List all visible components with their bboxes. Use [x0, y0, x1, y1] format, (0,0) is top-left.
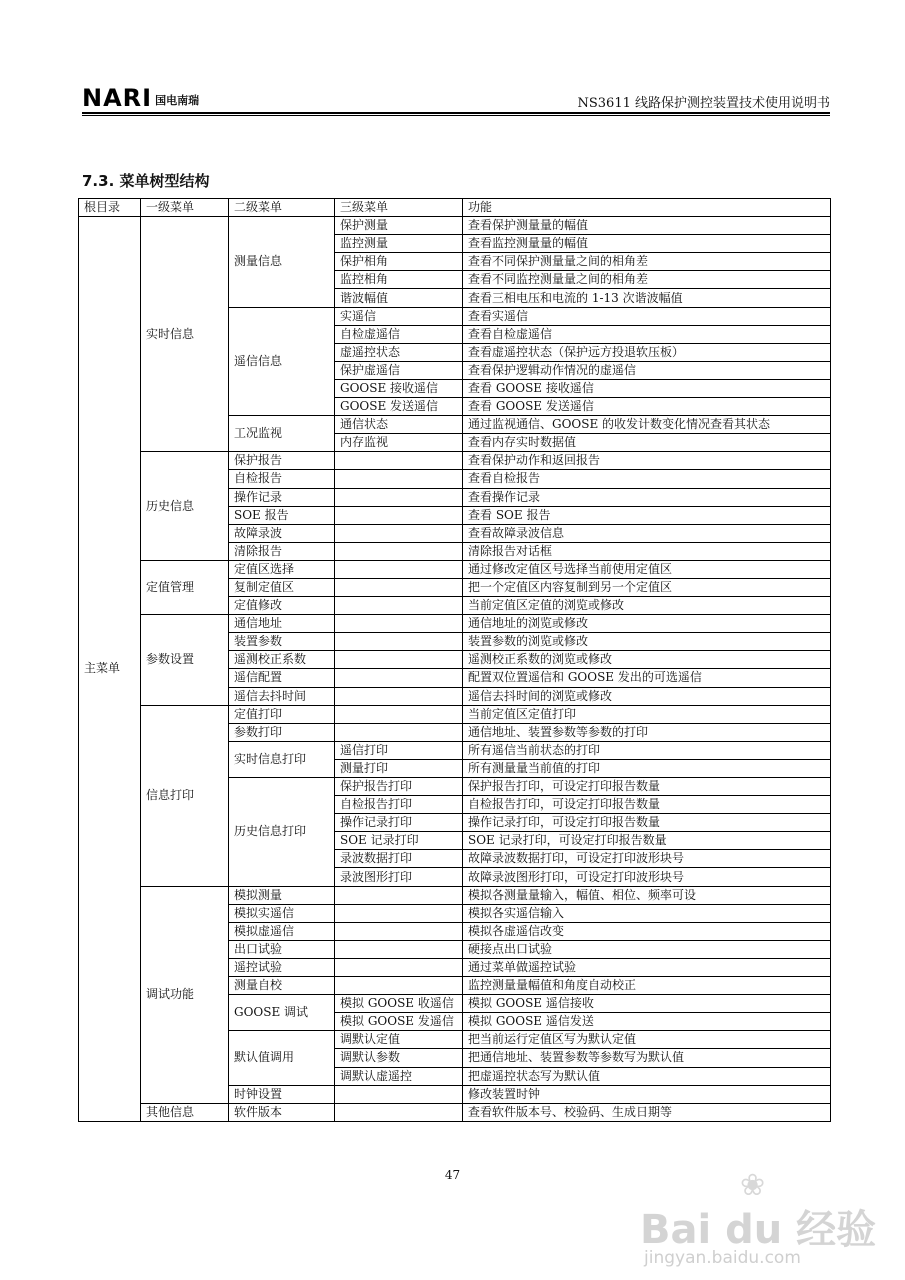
- level2-menu-cell: 测量信息: [229, 217, 335, 307]
- table-row: [79, 452, 831, 470]
- function-cell: 查看内存实时数据值: [463, 434, 831, 452]
- level2-menu-cell: 历史信息打印: [229, 778, 335, 887]
- level3-menu-cell: [335, 488, 463, 506]
- level1-menu-cell: 参数设置: [141, 615, 229, 705]
- function-cell: 查看 GOOSE 接收遥信: [463, 379, 831, 397]
- root-menu-cell: 主菜单: [79, 217, 141, 1122]
- level3-menu-cell: [335, 904, 463, 922]
- level2-menu-cell: 遥控试验: [229, 958, 335, 976]
- level2-menu-cell: 复制定值区: [229, 578, 335, 596]
- column-header: 功能: [463, 199, 831, 217]
- level2-menu-cell: 模拟虚遥信: [229, 922, 335, 940]
- level3-menu-cell: [335, 524, 463, 542]
- function-cell: 查看自检虚遥信: [463, 325, 831, 343]
- level3-menu-cell: [335, 615, 463, 633]
- level2-menu-cell: 遥信配置: [229, 669, 335, 687]
- level3-menu-cell: 自检虚遥信: [335, 325, 463, 343]
- level3-menu-cell: 调默认虚遥控: [335, 1067, 463, 1085]
- function-cell: 查看软件版本号、校验码、生成日期等: [463, 1103, 831, 1121]
- level3-menu-cell: [335, 940, 463, 958]
- function-cell: 通过修改定值区号选择当前使用定值区: [463, 560, 831, 578]
- table-row: [79, 705, 831, 723]
- level3-menu-cell: [335, 705, 463, 723]
- function-cell: 模拟各虚遥信改变: [463, 922, 831, 940]
- function-cell: 操作记录打印，可设定打印报告数量: [463, 814, 831, 832]
- level3-menu-cell: 保护相角: [335, 253, 463, 271]
- table-row: [79, 1103, 831, 1121]
- watermark-brand: Bai du 经验: [640, 1207, 877, 1253]
- function-cell: 清除报告对话框: [463, 542, 831, 560]
- level2-menu-cell: 模拟测量: [229, 886, 335, 904]
- level3-menu-cell: [335, 687, 463, 705]
- function-cell: 把虚遥控状态写为默认值: [463, 1067, 831, 1085]
- header-rule-thick: [82, 112, 830, 114]
- level3-menu-cell: [335, 578, 463, 596]
- level3-menu-cell: 保护虚遥信: [335, 361, 463, 379]
- level2-menu-cell: SOE 报告: [229, 506, 335, 524]
- table-row: [79, 560, 831, 578]
- function-cell: 配置双位置遥信和 GOOSE 发出的可选遥信: [463, 669, 831, 687]
- level3-menu-cell: 谐波幅值: [335, 289, 463, 307]
- table-row: [79, 217, 831, 235]
- menu-tree-table: [78, 198, 831, 1122]
- function-cell: 所有遥信当前状态的打印: [463, 741, 831, 759]
- section-title: 7.3. 菜单树型结构: [82, 172, 210, 190]
- level3-menu-cell: [335, 922, 463, 940]
- level1-menu-cell: 定值管理: [141, 560, 229, 614]
- function-cell: 查看保护逻辑动作情况的虚遥信: [463, 361, 831, 379]
- function-cell: 当前定值区定值的浏览或修改: [463, 597, 831, 615]
- function-cell: 把一个定值区内容复制到另一个定值区: [463, 578, 831, 596]
- column-header: 二级菜单: [229, 199, 335, 217]
- level2-menu-cell: 定值修改: [229, 597, 335, 615]
- level3-menu-cell: [335, 560, 463, 578]
- level3-menu-cell: [335, 597, 463, 615]
- function-cell: 查看监控测量量的幅值: [463, 235, 831, 253]
- baidu-watermark: [640, 1168, 877, 1268]
- function-cell: 查看故障录波信息: [463, 524, 831, 542]
- function-cell: 查看 SOE 报告: [463, 506, 831, 524]
- level3-menu-cell: SOE 记录打印: [335, 832, 463, 850]
- function-cell: SOE 记录打印，可设定打印报告数量: [463, 832, 831, 850]
- function-cell: 硬接点出口试验: [463, 940, 831, 958]
- level3-menu-cell: [335, 669, 463, 687]
- function-cell: 模拟各实遥信输入: [463, 904, 831, 922]
- level3-menu-cell: [335, 958, 463, 976]
- function-cell: 修改装置时钟: [463, 1085, 831, 1103]
- function-cell: 通过监视通信、GOOSE 的收发计数变化情况查看其状态: [463, 416, 831, 434]
- function-cell: 查看不同保护测量量之间的相角差: [463, 253, 831, 271]
- level2-menu-cell: 清除报告: [229, 542, 335, 560]
- column-header: 根目录: [79, 199, 141, 217]
- level3-menu-cell: [335, 1103, 463, 1121]
- function-cell: 查看不同监控测量量之间的相角差: [463, 271, 831, 289]
- function-cell: 自检报告打印，可设定打印报告数量: [463, 796, 831, 814]
- level3-menu-cell: 监控相角: [335, 271, 463, 289]
- function-cell: 查看保护测量量的幅值: [463, 217, 831, 235]
- function-cell: 当前定值区定值打印: [463, 705, 831, 723]
- function-cell: 模拟 GOOSE 遥信发送: [463, 1013, 831, 1031]
- level3-menu-cell: [335, 651, 463, 669]
- level2-menu-cell: 时钟设置: [229, 1085, 335, 1103]
- level3-menu-cell: 模拟 GOOSE 收遥信: [335, 995, 463, 1013]
- function-cell: 查看三相电压和电流的 1-13 次谐波幅值: [463, 289, 831, 307]
- function-cell: 模拟各测量量输入，幅值、相位、频率可设: [463, 886, 831, 904]
- level3-menu-cell: 录波图形打印: [335, 868, 463, 886]
- level3-menu-cell: 自检报告打印: [335, 796, 463, 814]
- level2-menu-cell: GOOSE 调试: [229, 995, 335, 1031]
- level2-menu-cell: 测量自校: [229, 977, 335, 995]
- level3-menu-cell: [335, 452, 463, 470]
- level2-menu-cell: 操作记录: [229, 488, 335, 506]
- level3-menu-cell: 测量打印: [335, 759, 463, 777]
- level2-menu-cell: 通信地址: [229, 615, 335, 633]
- function-cell: 故障录波图形打印，可设定打印波形块号: [463, 868, 831, 886]
- table-row: [79, 886, 831, 904]
- function-cell: 模拟 GOOSE 遥信接收: [463, 995, 831, 1013]
- level2-menu-cell: 装置参数: [229, 633, 335, 651]
- page-header: [82, 84, 830, 112]
- function-cell: 查看虚遥控状态（保护远方投退软压板）: [463, 343, 831, 361]
- function-cell: 查看保护动作和返回报告: [463, 452, 831, 470]
- level3-menu-cell: 调默认参数: [335, 1049, 463, 1067]
- level2-menu-cell: 软件版本: [229, 1103, 335, 1121]
- level2-menu-cell: 工况监视: [229, 416, 335, 452]
- level3-menu-cell: [335, 886, 463, 904]
- function-cell: 查看操作记录: [463, 488, 831, 506]
- level2-menu-cell: 定值打印: [229, 705, 335, 723]
- header-rule-thin: [82, 115, 830, 116]
- function-cell: 把通信地址、装置参数等参数写为默认值: [463, 1049, 831, 1067]
- level2-menu-cell: 实时信息打印: [229, 741, 335, 777]
- level2-menu-cell: 出口试验: [229, 940, 335, 958]
- level1-menu-cell: 历史信息: [141, 452, 229, 561]
- level3-menu-cell: 虚遥控状态: [335, 343, 463, 361]
- level3-menu-cell: 保护报告打印: [335, 778, 463, 796]
- level2-menu-cell: 遥信信息: [229, 307, 335, 416]
- level3-menu-cell: [335, 506, 463, 524]
- function-cell: 查看 GOOSE 发送遥信: [463, 398, 831, 416]
- level3-menu-cell: [335, 633, 463, 651]
- level2-menu-cell: 遥信去抖时间: [229, 687, 335, 705]
- level3-menu-cell: 模拟 GOOSE 发遥信: [335, 1013, 463, 1031]
- function-cell: 通过菜单做遥控试验: [463, 958, 831, 976]
- level2-menu-cell: 故障录波: [229, 524, 335, 542]
- level3-menu-cell: 遥信打印: [335, 741, 463, 759]
- level2-menu-cell: 保护报告: [229, 452, 335, 470]
- table-header-row: [79, 199, 831, 217]
- level3-menu-cell: [335, 977, 463, 995]
- level3-menu-cell: [335, 542, 463, 560]
- level3-menu-cell: 录波数据打印: [335, 850, 463, 868]
- function-cell: 监控测量量幅值和角度自动校正: [463, 977, 831, 995]
- paw-icon: ❀: [740, 1168, 766, 1203]
- level3-menu-cell: 通信状态: [335, 416, 463, 434]
- level3-menu-cell: 内存监视: [335, 434, 463, 452]
- level1-menu-cell: 其他信息: [141, 1103, 229, 1121]
- level3-menu-cell: 保护测量: [335, 217, 463, 235]
- column-header: 一级菜单: [141, 199, 229, 217]
- function-cell: 保护报告打印，可设定打印报告数量: [463, 778, 831, 796]
- watermark-url: jingyan.baidu.com: [644, 1248, 801, 1268]
- level3-menu-cell: 调默认定值: [335, 1031, 463, 1049]
- menu-table-body: [79, 199, 831, 1122]
- function-cell: 查看自检报告: [463, 470, 831, 488]
- level2-menu-cell: 参数打印: [229, 723, 335, 741]
- level2-menu-cell: 模拟实遥信: [229, 904, 335, 922]
- function-cell: 遥测校正系数的浏览或修改: [463, 651, 831, 669]
- function-cell: 所有测量量当前值的打印: [463, 759, 831, 777]
- function-cell: 通信地址、装置参数等参数的打印: [463, 723, 831, 741]
- level3-menu-cell: 监控测量: [335, 235, 463, 253]
- level2-menu-cell: 定值区选择: [229, 560, 335, 578]
- level1-menu-cell: 调试功能: [141, 886, 229, 1103]
- document-title: NS3611 线路保护测控装置技术使用说明书: [577, 96, 830, 111]
- level1-menu-cell: 信息打印: [141, 705, 229, 886]
- level3-menu-cell: 实遥信: [335, 307, 463, 325]
- nari-logo: [82, 84, 199, 112]
- function-cell: 把当前运行定值区写为默认定值: [463, 1031, 831, 1049]
- level3-menu-cell: GOOSE 发送遥信: [335, 398, 463, 416]
- level3-menu-cell: [335, 723, 463, 741]
- table-row: [79, 615, 831, 633]
- level2-menu-cell: 自检报告: [229, 470, 335, 488]
- function-cell: 通信地址的浏览或修改: [463, 615, 831, 633]
- logo-cn-text: 国电南瑞: [155, 94, 200, 107]
- level1-menu-cell: 实时信息: [141, 217, 229, 452]
- function-cell: 查看实遥信: [463, 307, 831, 325]
- column-header: 三级菜单: [335, 199, 463, 217]
- function-cell: 遥信去抖时间的浏览或修改: [463, 687, 831, 705]
- level2-menu-cell: 遥测校正系数: [229, 651, 335, 669]
- level3-menu-cell: 操作记录打印: [335, 814, 463, 832]
- function-cell: 故障录波数据打印，可设定打印波形块号: [463, 850, 831, 868]
- level3-menu-cell: [335, 1085, 463, 1103]
- function-cell: 装置参数的浏览或修改: [463, 633, 831, 651]
- page-number: 47: [444, 1168, 461, 1182]
- logo-text: NARI: [82, 84, 153, 112]
- level3-menu-cell: GOOSE 接收遥信: [335, 379, 463, 397]
- level2-menu-cell: 默认值调用: [229, 1031, 335, 1085]
- level3-menu-cell: [335, 470, 463, 488]
